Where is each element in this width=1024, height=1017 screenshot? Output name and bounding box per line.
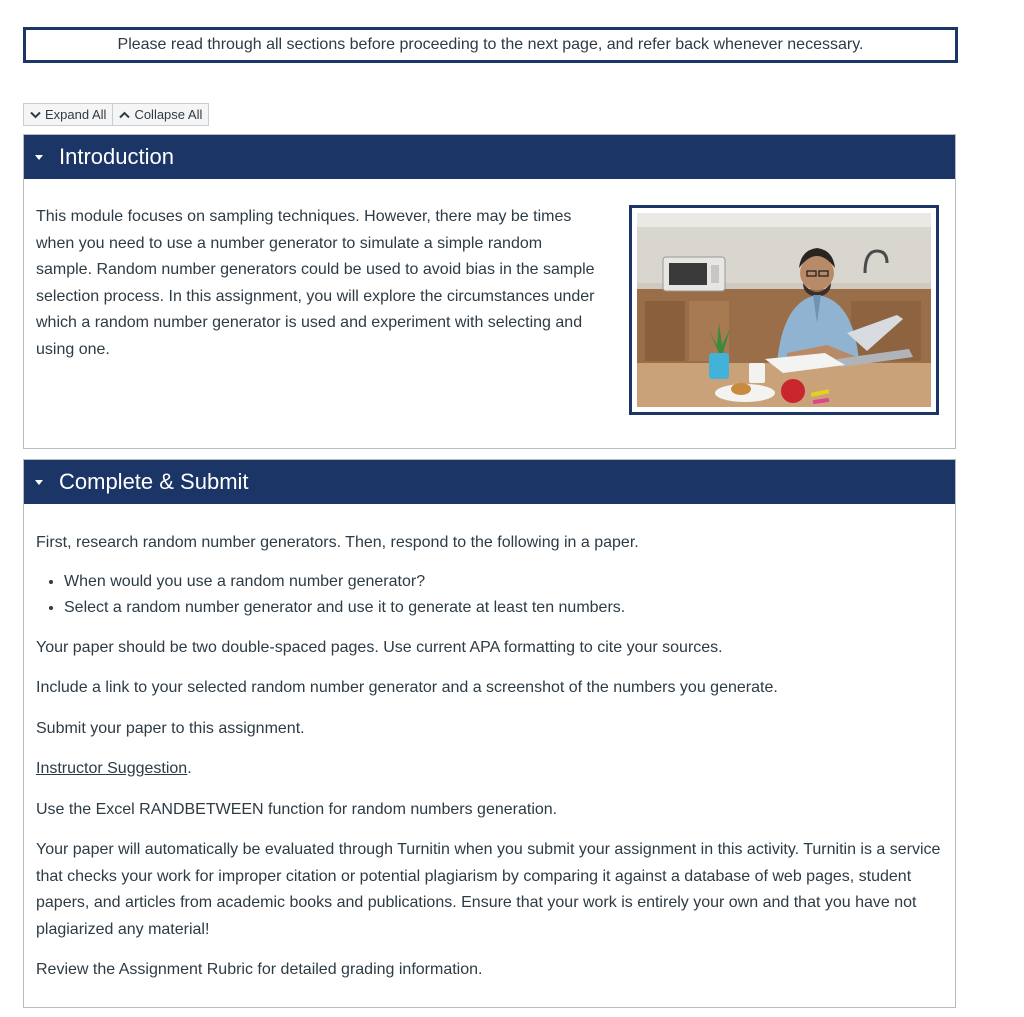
caret-down-icon — [32, 475, 46, 489]
kitchen-desk-illustration — [637, 213, 931, 407]
notice-text: Please read through all sections before proceeding to the next page, and refer back whenever necessary. — [117, 36, 864, 53]
formatting-instruction: Your paper should be two double-spaced pages. Use current APA formatting to cite your sources. — [36, 638, 723, 656]
turnitin-notice: Your paper will automatically be evaluated through Turnitin when you submit your assignment in this activity. Turnitin is a service that checks your work for improper citation or potential plagiarism by comparing it against a database of web pages, student papers, and articles from academic books and publications. Ensure that your work is entirely your own and that you have not plagiarized any material! — [36, 841, 941, 938]
collapse-all-button[interactable] — [113, 103, 209, 126]
instructor-suggestion-line — [36, 756, 943, 783]
expand-all-button[interactable] — [23, 103, 113, 126]
chevron-up-icon — [119, 111, 130, 119]
complete-submit-body — [24, 504, 955, 984]
expand-all-label: Expand All — [45, 107, 107, 122]
student-working-image — [629, 205, 939, 415]
chevron-down-icon — [30, 111, 41, 119]
excel-suggestion: Use the Excel RANDBETWEEN function for random numbers generation. — [36, 800, 558, 818]
introduction-body — [24, 179, 955, 363]
link-instruction: Include a link to your selected random number generator and a screenshot of the numbers you generate. — [36, 679, 778, 696]
introduction-text: This module focuses on sampling techniques. However, there may be times when you need to use a number generator to simulate a simple random sample. Random number generators could be used to avoid bias in the sample selection process. In this assignment, you will explore the circumstances under which a random number generator is used and experiment with selecting and using one. — [36, 208, 595, 358]
list-item: • Select a random number generator and use it to generate at least ten numbers. — [64, 595, 943, 621]
question-list — [36, 569, 943, 621]
complete-submit-title: Complete & Submit — [59, 469, 249, 494]
instructor-suggestion-link[interactable]: Instructor Suggestion — [36, 760, 188, 777]
caret-down-icon — [32, 150, 46, 164]
suggestion-punctuation: . — [187, 760, 192, 777]
complete-submit-panel — [23, 459, 956, 1008]
collapse-all-label: Collapse All — [134, 107, 203, 122]
research-instruction: First, research random number generators. Then, respond to the following in a paper. — [36, 534, 639, 551]
rubric-instruction: Review the Assignment Rubric for detailed grading information. — [36, 961, 483, 978]
introduction-panel — [23, 134, 956, 449]
introduction-title: Introduction — [59, 144, 174, 169]
complete-submit-header[interactable] — [24, 460, 955, 504]
introduction-header[interactable] — [24, 135, 955, 179]
instruction-notice — [23, 27, 958, 63]
list-item: • When would you use a random number generator? — [64, 569, 943, 595]
submit-instruction: Submit your paper to this assignment. — [36, 719, 305, 737]
accordion-toolbar — [23, 103, 209, 126]
